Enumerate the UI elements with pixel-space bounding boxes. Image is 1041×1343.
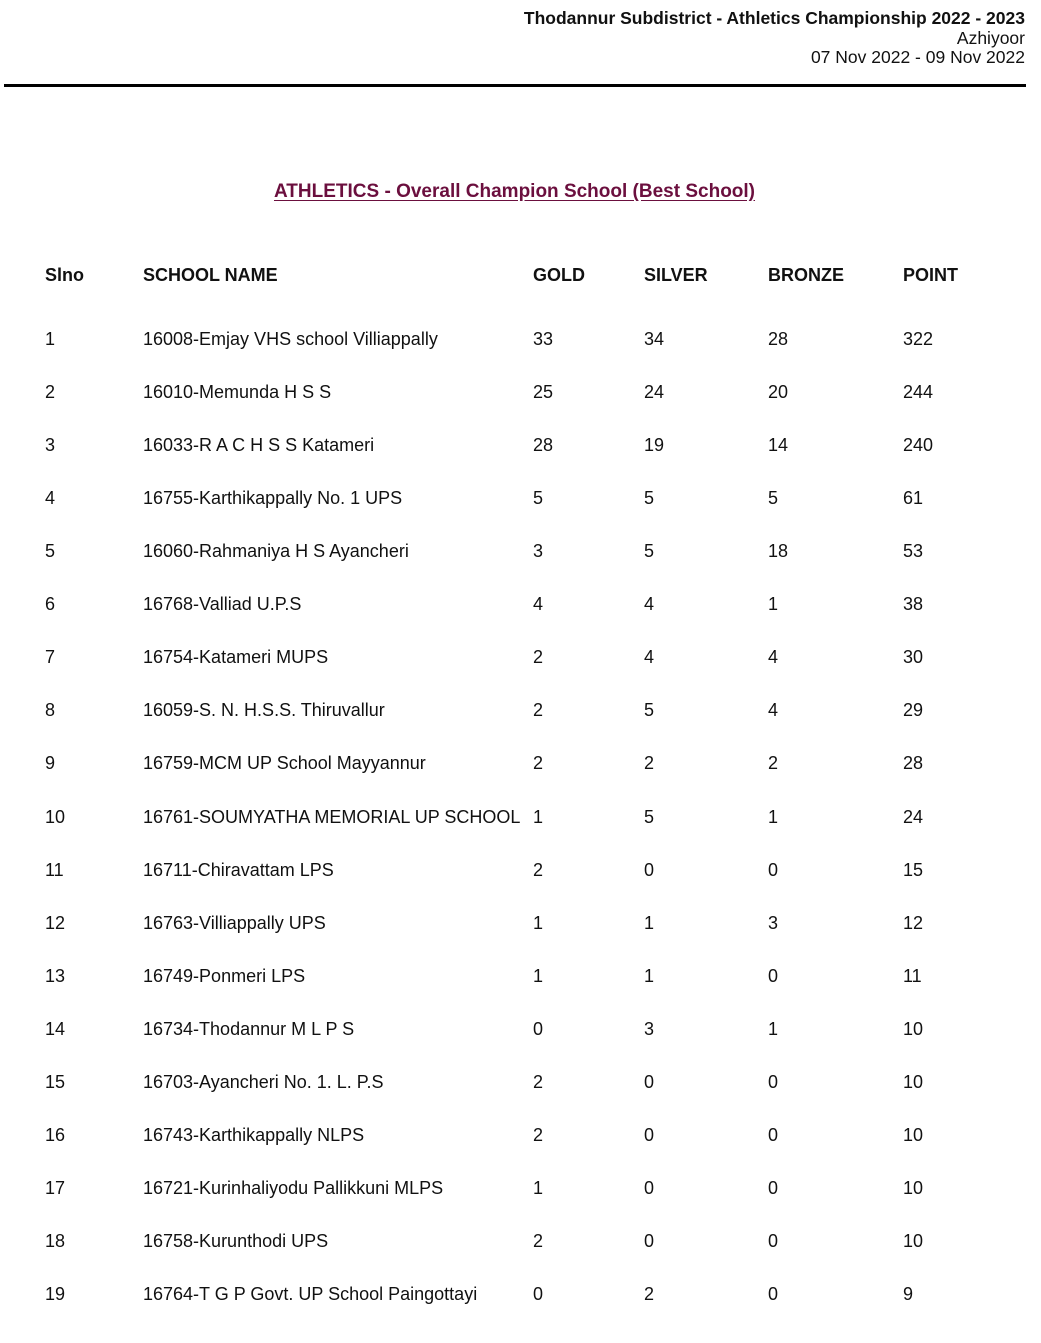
point-cell: 9 bbox=[903, 1283, 914, 1304]
slno-cell: 12 bbox=[45, 912, 66, 933]
slno-cell: 14 bbox=[45, 1018, 66, 1039]
point-cell: 38 bbox=[903, 594, 924, 615]
point-cell: 12 bbox=[903, 912, 924, 933]
slno-cell: 18 bbox=[45, 1230, 66, 1251]
column-header-silver: SILVER bbox=[644, 265, 708, 285]
table-row bbox=[0, 1019, 1041, 1043]
report-title: ATHLETICS - Overall Champion School (Best School) bbox=[273, 181, 756, 202]
point-cell: 10 bbox=[903, 1177, 924, 1198]
gold-cell: 2 bbox=[533, 1124, 544, 1145]
bronze-cell: 18 bbox=[768, 541, 789, 562]
gold-cell: 2 bbox=[533, 1230, 544, 1251]
point-cell: 322 bbox=[903, 329, 934, 349]
gold-cell: 28 bbox=[533, 435, 554, 456]
column-header-bronze: BRONZE bbox=[768, 265, 844, 285]
bronze-cell: 1 bbox=[768, 594, 779, 615]
bronze-cell: 4 bbox=[768, 647, 779, 668]
bronze-cell: 4 bbox=[768, 700, 779, 721]
silver-cell: 0 bbox=[644, 1177, 655, 1198]
point-cell: 61 bbox=[903, 488, 924, 509]
point-cell: 53 bbox=[903, 541, 924, 562]
bronze-cell: 0 bbox=[768, 859, 779, 880]
column-header-slno: Slno bbox=[45, 265, 84, 285]
event-venue: Azhiyoor bbox=[956, 27, 1025, 48]
school-name-cell: 16010-Memunda H S S bbox=[143, 382, 332, 403]
silver-cell: 4 bbox=[644, 594, 655, 615]
table-row bbox=[0, 488, 1041, 512]
table-row bbox=[0, 807, 1041, 831]
bronze-cell: 28 bbox=[768, 329, 789, 349]
gold-cell: 2 bbox=[533, 700, 544, 721]
gold-cell: 0 bbox=[533, 1018, 544, 1039]
gold-cell: 25 bbox=[533, 382, 554, 403]
school-name-cell: 16749-Ponmeri LPS bbox=[143, 965, 306, 986]
gold-cell: 1 bbox=[533, 965, 544, 986]
school-name-cell: 16059-S. N. H.S.S. Thiruvallur bbox=[143, 700, 385, 721]
point-cell: 10 bbox=[903, 1124, 924, 1145]
silver-cell: 5 bbox=[644, 541, 655, 562]
table-row bbox=[0, 594, 1041, 618]
school-name-cell: 16734-Thodannur M L P S bbox=[143, 1018, 355, 1039]
slno-cell: 2 bbox=[45, 382, 56, 403]
silver-cell: 5 bbox=[644, 806, 655, 827]
table-row bbox=[0, 1178, 1041, 1202]
table-row bbox=[0, 435, 1041, 459]
slno-cell: 4 bbox=[45, 488, 56, 509]
point-cell: 244 bbox=[903, 382, 934, 403]
silver-cell: 2 bbox=[644, 753, 655, 774]
column-header-school-name: SCHOOL NAME bbox=[143, 265, 278, 285]
column-header-point: POINT bbox=[903, 265, 959, 285]
bronze-cell: 0 bbox=[768, 1283, 779, 1304]
gold-cell: 1 bbox=[533, 806, 544, 827]
silver-cell: 0 bbox=[644, 859, 655, 880]
silver-cell: 34 bbox=[644, 329, 665, 349]
table-row bbox=[0, 1072, 1041, 1096]
gold-cell: 2 bbox=[533, 859, 544, 880]
gold-cell: 1 bbox=[533, 1177, 544, 1198]
point-cell: 29 bbox=[903, 700, 924, 721]
school-name-cell: 16743-Karthikappally NLPS bbox=[143, 1124, 365, 1145]
gold-cell: 2 bbox=[533, 647, 544, 668]
point-cell: 10 bbox=[903, 1018, 924, 1039]
bronze-cell: 2 bbox=[768, 753, 779, 774]
point-cell: 15 bbox=[903, 859, 924, 880]
bronze-cell: 0 bbox=[768, 965, 779, 986]
slno-cell: 13 bbox=[45, 965, 66, 986]
point-cell: 10 bbox=[903, 1071, 924, 1092]
slno-cell: 11 bbox=[45, 859, 64, 880]
school-name-cell: 16761-SOUMYATHA MEMORIAL UP SCHOOL bbox=[143, 806, 521, 827]
event-dates: 07 Nov 2022 - 09 Nov 2022 bbox=[810, 47, 1025, 67]
table-row bbox=[0, 382, 1041, 406]
table-row bbox=[0, 329, 1041, 353]
slno-cell: 17 bbox=[45, 1177, 66, 1198]
slno-cell: 10 bbox=[45, 806, 66, 827]
gold-cell: 33 bbox=[533, 329, 554, 349]
gold-cell: 2 bbox=[533, 1071, 544, 1092]
bronze-cell: 1 bbox=[768, 806, 779, 827]
school-name-cell: 16703-Ayancheri No. 1. L. P.S bbox=[143, 1071, 384, 1092]
point-cell: 10 bbox=[903, 1230, 924, 1251]
slno-cell: 16 bbox=[45, 1124, 66, 1145]
column-header-gold: GOLD bbox=[533, 265, 585, 285]
school-name-cell: 16754-Katameri MUPS bbox=[143, 647, 329, 668]
slno-cell: 5 bbox=[45, 541, 56, 562]
silver-cell: 24 bbox=[644, 382, 665, 403]
table-row bbox=[0, 1125, 1041, 1149]
gold-cell: 5 bbox=[533, 488, 544, 509]
school-name-cell: 16768-Valliad U.P.S bbox=[143, 594, 302, 615]
point-cell: 24 bbox=[903, 806, 924, 827]
silver-cell: 2 bbox=[644, 1283, 655, 1304]
table-row bbox=[0, 966, 1041, 990]
bronze-cell: 1 bbox=[768, 1018, 779, 1039]
table-row bbox=[0, 647, 1041, 671]
point-cell: 240 bbox=[903, 435, 934, 456]
school-name-cell: 16060-Rahmaniya H S Ayancheri bbox=[143, 541, 409, 562]
school-name-cell: 16721-Kurinhaliyodu Pallikkuni MLPS bbox=[143, 1177, 444, 1198]
bronze-cell: 3 bbox=[768, 912, 779, 933]
school-name-cell: 16759-MCM UP School Mayyannur bbox=[143, 753, 426, 774]
school-name-cell: 16033-R A C H S S Katameri bbox=[143, 435, 375, 456]
school-name-cell: 16008-Emjay VHS school Villiappally bbox=[143, 329, 438, 349]
table-row bbox=[0, 913, 1041, 937]
school-name-cell: 16764-T G P Govt. UP School Paingottayi bbox=[143, 1283, 478, 1304]
slno-cell: 15 bbox=[45, 1071, 66, 1092]
silver-cell: 1 bbox=[644, 912, 655, 933]
point-cell: 30 bbox=[903, 647, 924, 668]
slno-cell: 8 bbox=[45, 700, 56, 721]
event-title: Thodannur Subdistrict - Athletics Championship 2022 - 2023 bbox=[523, 8, 1025, 28]
table-row bbox=[0, 1284, 1041, 1308]
silver-cell: 5 bbox=[644, 700, 655, 721]
gold-cell: 4 bbox=[533, 594, 544, 615]
header-divider bbox=[4, 84, 1026, 87]
table-row bbox=[0, 700, 1041, 724]
school-name-cell: 16711-Chiravattam LPS bbox=[143, 859, 334, 880]
silver-cell: 0 bbox=[644, 1124, 655, 1145]
point-cell: 28 bbox=[903, 753, 924, 774]
gold-cell: 1 bbox=[533, 912, 544, 933]
bronze-cell: 5 bbox=[768, 488, 779, 509]
silver-cell: 3 bbox=[644, 1018, 655, 1039]
slno-cell: 6 bbox=[45, 594, 56, 615]
silver-cell: 0 bbox=[644, 1071, 655, 1092]
bronze-cell: 14 bbox=[768, 435, 789, 456]
slno-cell: 19 bbox=[45, 1283, 66, 1304]
gold-cell: 0 bbox=[533, 1283, 544, 1304]
silver-cell: 4 bbox=[644, 647, 655, 668]
silver-cell: 1 bbox=[644, 965, 655, 986]
table-row bbox=[0, 1231, 1041, 1255]
bronze-cell: 0 bbox=[768, 1177, 779, 1198]
slno-cell: 7 bbox=[45, 647, 56, 668]
slno-cell: 9 bbox=[45, 753, 56, 774]
slno-cell: 3 bbox=[45, 435, 56, 456]
point-cell: 11 bbox=[903, 965, 922, 986]
silver-cell: 19 bbox=[644, 435, 665, 456]
table-row bbox=[0, 541, 1041, 565]
document-header bbox=[524, 9, 1025, 68]
silver-cell: 0 bbox=[644, 1230, 655, 1251]
gold-cell: 2 bbox=[533, 753, 544, 774]
silver-cell: 5 bbox=[644, 488, 655, 509]
gold-cell: 3 bbox=[533, 541, 544, 562]
table-row bbox=[0, 860, 1041, 884]
table-row bbox=[0, 753, 1041, 777]
bronze-cell: 20 bbox=[768, 382, 789, 403]
bronze-cell: 0 bbox=[768, 1124, 779, 1145]
slno-cell: 1 bbox=[45, 329, 56, 349]
school-name-cell: 16758-Kurunthodi UPS bbox=[143, 1230, 329, 1251]
school-name-cell: 16763-Villiappally UPS bbox=[143, 912, 326, 933]
bronze-cell: 0 bbox=[768, 1230, 779, 1251]
bronze-cell: 0 bbox=[768, 1071, 779, 1092]
school-name-cell: 16755-Karthikappally No. 1 UPS bbox=[143, 488, 403, 509]
